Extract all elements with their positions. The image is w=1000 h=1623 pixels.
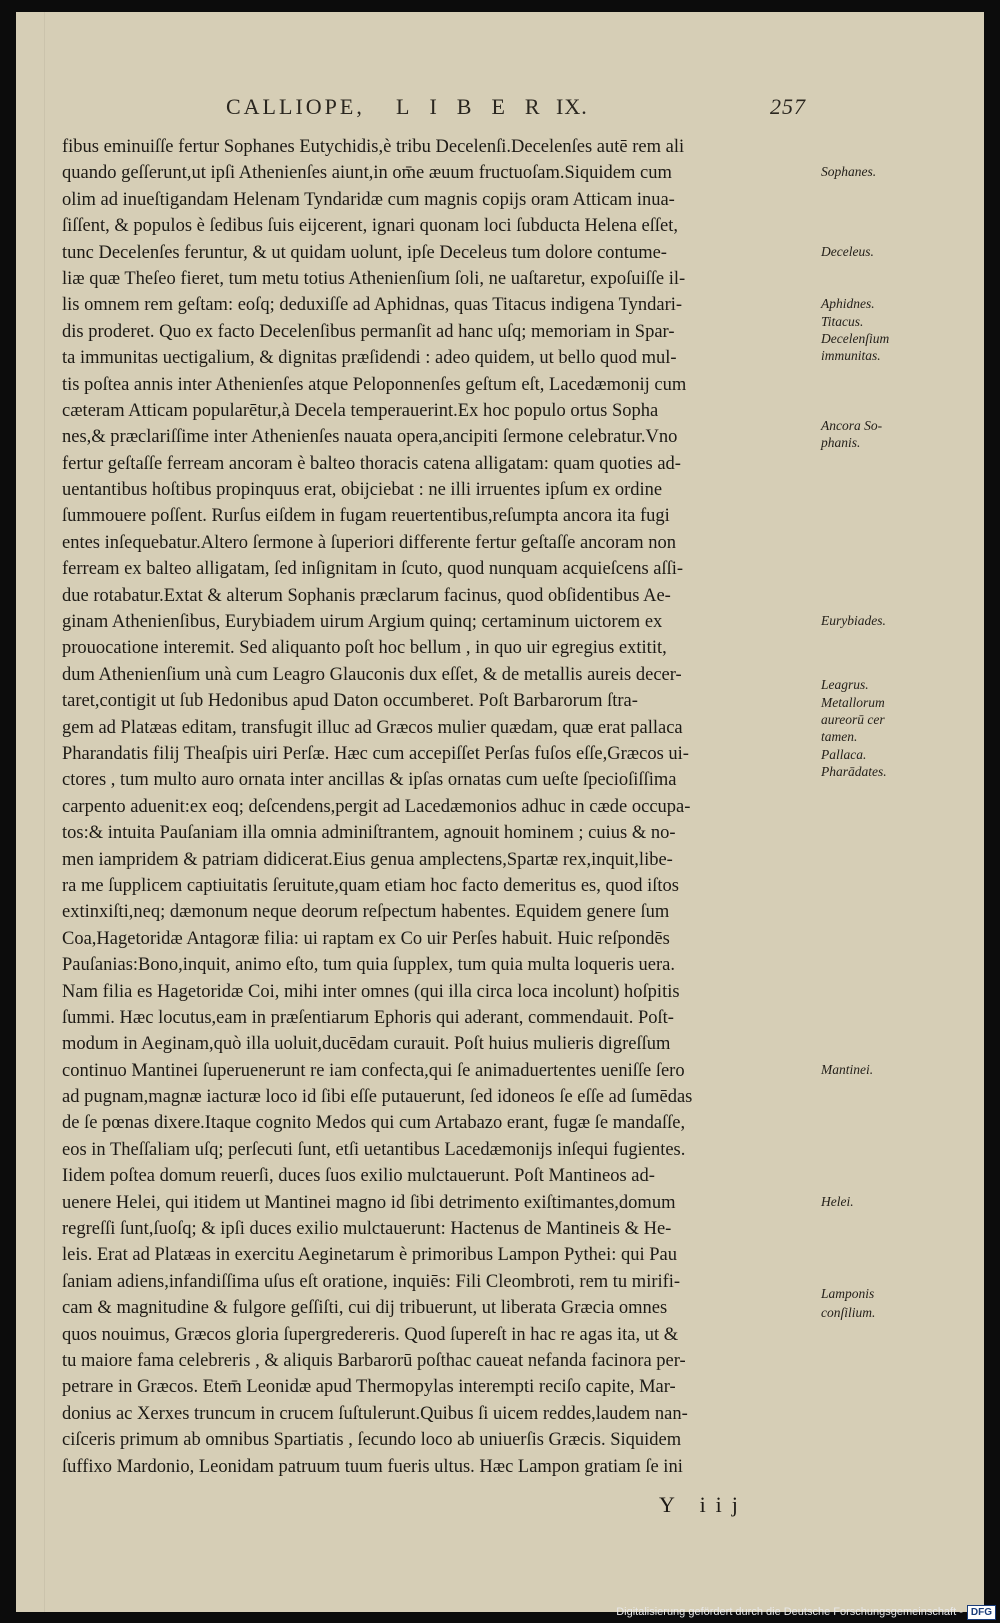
text-line: liæ quæ Theſeo fieret, tum metu totius Athenienſium ſoli, ne uaſtaretur, expoſuiſſe il- — [62, 268, 686, 289]
book-page — [16, 12, 984, 1612]
margin-note: Decelenſium — [821, 330, 890, 346]
text-line: quando geſſerunt,ut ipſi Athenienſes aiunt,in om̄e æuum fructuoſam.Siquidem cum — [62, 163, 672, 184]
text-line: ginam Athenienſibus, Eurybiadem uirum Argium quinq; certaminum uictorem ex — [62, 612, 663, 633]
running-head-book-number: IX. — [556, 94, 588, 119]
text-line: ctores , tum multo auro ornata inter ancillas & ipſas ornatas cum ueſte ſpecioſiſſima — [62, 770, 677, 791]
text-line: olim ad inueſtigandam Helenam Tyndaridæ cum magnis copijs oram Atticam inua- — [62, 189, 675, 210]
text-line: prouocatione interemit. Sed aliquanto poſt hoc bellum , in quo uir egregius extitit, — [62, 638, 667, 659]
text-line: Coa,Hagetoridæ Antagoræ filia: ui raptam ex Co uir Perſes habuit. Huic reſpondēs — [62, 928, 670, 949]
margin-note: Metallorum — [821, 695, 885, 711]
text-line: tis poſtea annis inter Athenienſes atque Peloponnenſes geſtum eſt, Lacedæmonij cum — [62, 374, 687, 395]
text-line: modum in Aeginam,quò illa uoluit,ducēdam curauit. Poſt huius mulieris digreſſum — [62, 1034, 671, 1055]
running-head-title: CALLIOPE, — [226, 94, 365, 119]
margin-note: immunitas. — [821, 347, 881, 363]
text-line: carpento aduenit:ex eoq; deſcendens,pergit ad Lacedæmonios adhuc in cæde occupa- — [62, 796, 691, 817]
text-line: ta immunitas uectigalium, & dignitas præſidendi : adeo quidem, ut bello quod mul- — [62, 348, 677, 369]
margin-note: Deceleus. — [821, 243, 874, 259]
margin-note: phanis. — [821, 435, 861, 450]
text-line: cæteram Atticam popularētur,à Decela temperauerint.Ex hoc populo ortus Sopha — [62, 400, 659, 421]
margin-note: Mantinei. — [821, 1062, 874, 1077]
text-line: uenere Helei, qui itidem ut Mantinei magno id ſibi detrimento exiſtimantes,domum — [62, 1192, 676, 1213]
margin-note: Aphidnes. — [821, 296, 875, 312]
text-line: de ſe pœnas dixere.Itaque cognito Medos qui cum Artabazo erant, fugæ ſe mandaſſe, — [62, 1113, 686, 1134]
text-line: leis. Erat ad Platæas in exercitu Aeginetarum è primoribus Lampon Pythei: qui Pau — [62, 1245, 677, 1266]
text-line: ra me ſupplicem captiuitatis ſeruitute,quam etiam hoc facto demeritus es, quod iſtos — [62, 875, 680, 896]
text-line: ſummi. Hæc locutus,eam in præſentiarum Ephoris qui aderant, commendauit. Poſt- — [62, 1007, 674, 1028]
text-line: nes,& præclariſſime inter Athenienſes nauata opera,ancipiti ſermone celebratur.Vno — [62, 427, 678, 448]
text-line: quos nouimus, Græcos gloria ſupergredereris. Quod ſupereſt in hac re agas ita, ut & — [62, 1324, 679, 1345]
text-line: ſiſſent, & populos è ſedibus ſuis eijcerent, ignari quonam loci ſubducta Helena eſſet, — [62, 216, 678, 237]
margin-note: conſilium. — [821, 1304, 876, 1320]
text-line: Iidem poſtea domum reuerſi, duces ſuos exilio mulctauerunt. Poſt Mantineos ad- — [62, 1166, 655, 1187]
text-line: extinxiſti,neq; dæmonum neque deorum reſpectum habentes. Equidem genere ſum — [62, 902, 670, 923]
margin-note: Eurybiades. — [821, 613, 886, 629]
text-line: tos:& intuita Pauſaniam illa omnia adminiſtrantem, agnouit hominem ; cuius & no- — [62, 823, 676, 844]
margin-note: Titacus. — [821, 313, 864, 329]
main-text-column — [62, 134, 812, 1480]
text-line: gem ad Platæas editam, transfugit illuc ad Græcos mulier quædam, quæ erat pallaca — [62, 717, 683, 738]
text-line: tu maiore fama celebreris , & aliquis Barbarorū poſthac caueat nefanda facinora per- — [62, 1350, 686, 1371]
margin-note: Lamponis — [821, 1286, 875, 1302]
signature-mark: Y iij — [659, 1492, 748, 1517]
text-line: ſummouere poſſent. Rurſus eiſdem in fugam reuertentibus,reſumpta ancora ita fugi — [62, 506, 670, 527]
text-line: continuo Mantinei ſuperuenerunt re iam confecta,qui ſe animaduertentes ueniſſe ſero — [62, 1060, 685, 1081]
margin-note: tamen. — [821, 729, 858, 745]
text-line: donius ac Xerxes truncum in crucem ſuſtulerunt.Quibus ſi uicem reddes,laudem nan- — [62, 1403, 688, 1424]
text-line: eos in Theſſaliam uſq; perſecuti ſunt, etſi uetantibus Lacedæmonijs inſequi fugientes. — [62, 1139, 686, 1160]
margin-note: Pallaca. — [821, 746, 867, 762]
digitization-footer — [616, 1601, 1000, 1623]
text-line: petrare in Græcos. Etem̄ Leonidæ apud Thermopylas interempti reciſo capite, Mar- — [62, 1377, 676, 1398]
dfg-logo: DFG — [967, 1605, 996, 1620]
text-line: fertur geſtaſſe ferream ancoram è balteo thoracis catena alligatam: quam quoties ad- — [62, 453, 681, 474]
text-line: ciſceris primum ab omnibus Spartiatis , ſecundo loco ab uniuerſis Græcis. Siquidem — [62, 1430, 682, 1451]
text-line: taret,contigit ut ſub Hedonibus apud Daton occumberet. Poſt Barbarorum ſtra- — [62, 691, 638, 712]
page-number: 257 — [770, 94, 806, 119]
text-line: dum Athenienſium unà cum Leagro Glauconis dux eſſet, & de metallis aureis decer- — [62, 664, 682, 685]
text-line: Pharandatis filij Theaſpis uiri Perſæ. Hæc cum accepiſſet Perſas fuſos eſſe,Græcos ui- — [62, 743, 689, 764]
text-line: Pauſanias:Bono,inquit, animo eſto, tum quia ſupplex, tum quia multa loqueris uera. — [62, 955, 675, 976]
margin-note: aureorū cer — [821, 712, 885, 728]
footer-credit: Digitalisierung gefördert durch die Deutsche Forschungsgemeinschaft - — [616, 1606, 963, 1618]
text-line: ad pugnam,magnæ iacturæ loco id ſibi eſſe putauerunt, ſed idoneos ſe eſſe ad ſumēdas — [62, 1087, 693, 1108]
text-line: fibus eminuiſſe fertur Sophanes Eutychidis,è tribu Decelenſi.Decelenſes autē rem ali — [62, 137, 685, 157]
text-line: regreſſi ſunt,ſuoſq; & ipſi duces exilio mulctauerunt: Hactenus de Mantineis & He- — [62, 1219, 672, 1240]
running-head-liber: LIBER — [396, 94, 560, 119]
text-line: Nam filia es Hagetoridæ Coi, mihi inter omnes (qui illa circa loca incolunt) hoſpitis — [62, 981, 680, 1002]
text-line: ſuffixo Mardonio, Leonidam patruum tuum fueris ultus. Hæc Lampon gratiam ſe ini — [62, 1456, 683, 1477]
margin-note: Helei. — [821, 1194, 854, 1209]
text-line: ferream ex balteo alligatam, ſed inſignitam in ſcuto, quod nunquam acquieſcens aſſi- — [62, 559, 684, 580]
text-line: lis omnem rem geſtam: eoſq; deduxiſſe ad Aphidnas, quas Titacus indigena Tyndari- — [62, 295, 683, 316]
text-line: ſaniam adiens,infandiſſima uſus eſt oratione, inquiēs: Fili Cleombroti, rem tu mirifi- — [62, 1271, 681, 1292]
margin-note: Sophanes. — [821, 164, 877, 180]
margin-note: Pharādates. — [821, 763, 887, 779]
text-line: entes inſequebatur.Altero ſermone à ſuperiori differente fertur geſtaſſe ancoram non — [62, 532, 677, 553]
text-line: dis proderet. Quo ex facto Decelenſibus permanſit ad hanc uſq; memoriam in Spar- — [62, 321, 675, 342]
text-line: cam & magnitudine & fulgore geſſiſti, cui dij tribuerunt, ut liberata Græcia omnes — [62, 1298, 668, 1319]
margin-note: Leagrus. — [821, 676, 869, 692]
text-line: tunc Decelenſes feruntur, & ut quidam uolunt, ipſe Deceleus tum dolore contume- — [62, 242, 667, 263]
text-line: due rotabatur.Extat & alterum Sophanis præclarum facinus, quod obſidentibus Ae- — [62, 585, 671, 606]
margin-note: Ancora So- — [821, 417, 883, 433]
text-line: uentantibus hoſtibus propinquus erat, obijciebat : ne illi irruentes ipſum ex ordine — [62, 480, 663, 501]
text-line: men iampridem & patriam didicerat.Eius genua amplectens,Spartæ rex,inquit,libe- — [62, 849, 673, 870]
running-head — [226, 94, 806, 128]
